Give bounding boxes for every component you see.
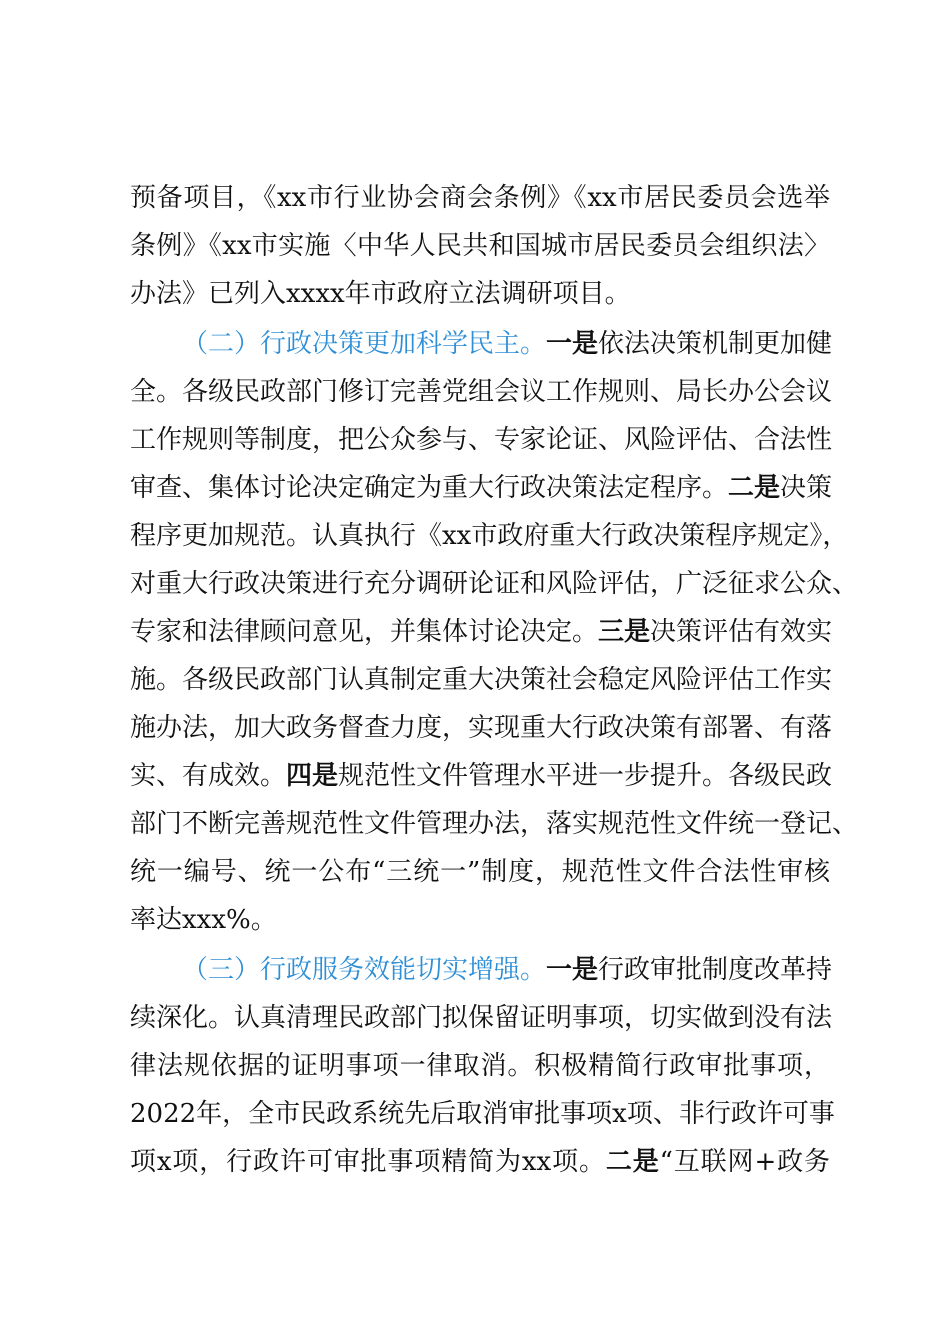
text-line: 统一编号、统一公布“三统一”制度，规范性文件合法性审核 (130, 857, 830, 887)
text-line: 律法规依据的证明事项一律取消。积极精简行政审批事项， (130, 1051, 830, 1081)
text-run: “互联网+政务 (659, 1147, 830, 1177)
text-run: 规范性文件管理水平进一步提升。各级民政 (338, 761, 833, 791)
section-heading-line (182, 950, 833, 990)
bold-marker: 三是 (598, 617, 651, 647)
text-line: 工作规则等制度，把公众参与、专家论证、风险评估、合法性 (130, 425, 833, 455)
text-line: 续深化。认真清理民政部门拟保留证明事项，切实做到没有法 (130, 1003, 833, 1033)
text-line: 施。各级民政部门认真制定重大决策社会稳定风险评估工作实 (130, 665, 833, 695)
text-run: 实、有成效。 (130, 761, 287, 791)
bold-marker: 四是 (286, 761, 339, 791)
bold-marker: 一是 (546, 329, 599, 359)
text-line (130, 1142, 830, 1182)
text-line (130, 756, 833, 796)
text-line: 2022年，全市民政系统先后取消审批事项x项、非行政许可事 (130, 1099, 835, 1129)
section-heading-line (182, 324, 833, 364)
text-run: 决策 (780, 473, 833, 503)
text-run: 项x项，行政许可审批事项精简为xx项。 (130, 1147, 606, 1177)
text-line: 全。各级民政部门修订完善党组会议工作规则、局长办公会议 (130, 377, 833, 407)
text-line (130, 468, 833, 508)
text-run: 审查、集体讨论决定确定为重大行政决策法定程序。 (130, 473, 729, 503)
text-line: 办法》已列入xxxx年市政府立法调研项目。 (130, 279, 631, 309)
text-run: 专家和法律顾问意见，并集体讨论决定。 (130, 617, 599, 647)
text-line: 对重大行政决策进行充分调研论证和风险评估，广泛征求公众、 (130, 569, 859, 599)
bold-marker: 一是 (546, 955, 599, 985)
bold-marker: 二是 (728, 473, 781, 503)
text-line: 条例》《xx市实施〈中华人民共和国城市居民委员会组织法〉 (130, 231, 830, 261)
text-line (130, 612, 833, 652)
text-line: 程序更加规范。认真执行《xx市政府重大行政决策程序规定》， (130, 521, 849, 551)
text-line: 施办法，加大政务督查力度，实现重大行政决策有部署、有落 (130, 713, 833, 743)
bold-marker: 二是 (605, 1147, 660, 1177)
text-line: 部门不断完善规范性文件管理办法，落实规范性文件统一登记、 (130, 809, 859, 839)
text-run: 行政审批制度改革持 (598, 955, 833, 985)
text-line: 率达xxx%。 (130, 905, 277, 935)
section-heading: （三）行政服务效能切实增强。 (182, 955, 547, 985)
text-run: 依法决策机制更加健 (598, 329, 833, 359)
text-line: 预备项目，《xx市行业协会商会条例》《xx市居民委员会选举 (130, 183, 830, 213)
section-heading: （二）行政决策更加科学民主。 (182, 329, 547, 359)
text-run: 决策评估有效实 (650, 617, 833, 647)
